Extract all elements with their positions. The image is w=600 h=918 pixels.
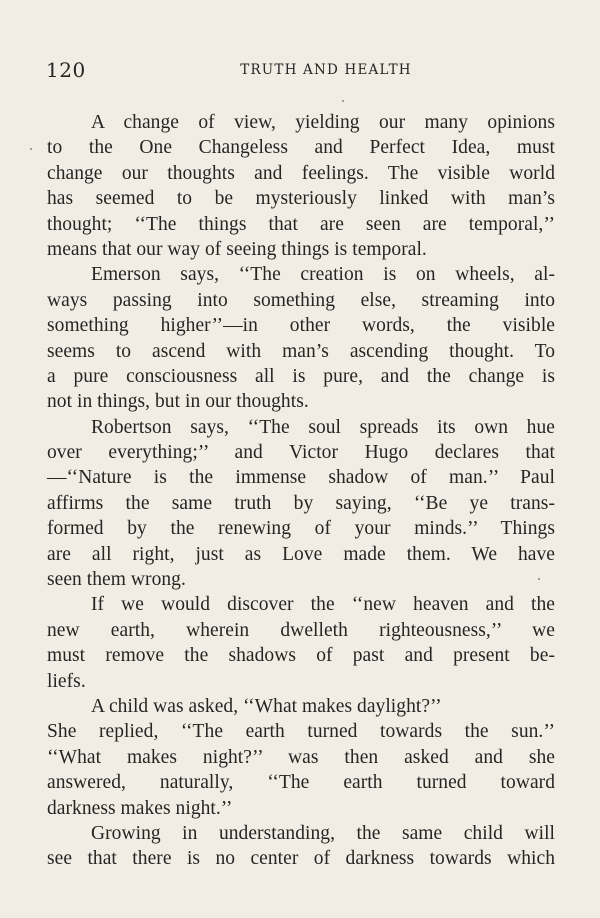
- body-text: [47, 110, 555, 872]
- text-line: liefs.: [47, 670, 86, 692]
- text-line: must remove the shadows of past and present be-: [47, 645, 555, 667]
- text-line: A child was asked, ‘‘What makes daylight?’’: [91, 695, 442, 717]
- page-number: 120: [46, 58, 86, 82]
- text-line: to the One Changeless and Perfect Idea, must: [47, 137, 555, 159]
- running-title: TRUTH AND HEALTH: [240, 62, 412, 78]
- text-line: new earth, wherein dwelleth righteousness,’’ we: [47, 619, 555, 641]
- text-line: see that there is no center of darkness towards which: [47, 848, 555, 870]
- text-line: She replied, ‘‘The earth turned towards the sun.’’: [47, 721, 555, 743]
- text-line: has seemed to be mysteriously linked with man’s: [47, 188, 555, 210]
- text-line: ‘‘What makes night?’’ was then asked and she: [47, 746, 555, 768]
- text-line: ways passing into something else, streaming into: [47, 289, 555, 311]
- paper-speck: [30, 148, 32, 150]
- text-line: a pure consciousness all is pure, and the change is: [47, 365, 555, 387]
- text-line: means that our way of seeing things is temporal.: [47, 238, 427, 260]
- text-line: change our thoughts and feelings. The visible world: [47, 162, 555, 184]
- text-line: Emerson says, ‘‘The creation is on wheels, al-: [91, 264, 555, 286]
- text-line: not in things, but in our thoughts.: [47, 391, 309, 413]
- text-line: answered, naturally, ‘‘The earth turned toward: [47, 772, 555, 794]
- paper-speck: [342, 100, 344, 102]
- text-line: darkness makes night.’’: [47, 797, 233, 819]
- text-line: are all right, just as Love made them. We have: [47, 543, 555, 565]
- text-line: A change of view, yielding our many opinions: [91, 112, 555, 133]
- text-line: Growing in understanding, the same child will: [91, 822, 555, 844]
- paper-speck: [538, 578, 540, 580]
- text-line: seems to ascend with man’s ascending thought. To: [47, 340, 555, 362]
- text-line: affirms the same truth by saying, ‘‘Be ye trans-: [47, 492, 555, 514]
- text-line: formed by the renewing of your minds.’’ Things: [47, 518, 555, 540]
- text-line: thought; ‘‘The things that are seen are temporal,’’: [47, 213, 555, 235]
- text-line: If we would discover the ‘‘new heaven and the: [91, 594, 555, 616]
- text-line: —‘‘Nature is the immense shadow of man.’’ Paul: [47, 467, 555, 489]
- text-line: over everything;’’ and Victor Hugo declares that: [47, 442, 555, 464]
- text-line: something higher’’—in other words, the visible: [47, 315, 555, 337]
- page-header: [46, 58, 556, 88]
- text-line: Robertson says, ‘‘The soul spreads its own hue: [91, 416, 555, 438]
- text-line: seen them wrong.: [47, 569, 186, 591]
